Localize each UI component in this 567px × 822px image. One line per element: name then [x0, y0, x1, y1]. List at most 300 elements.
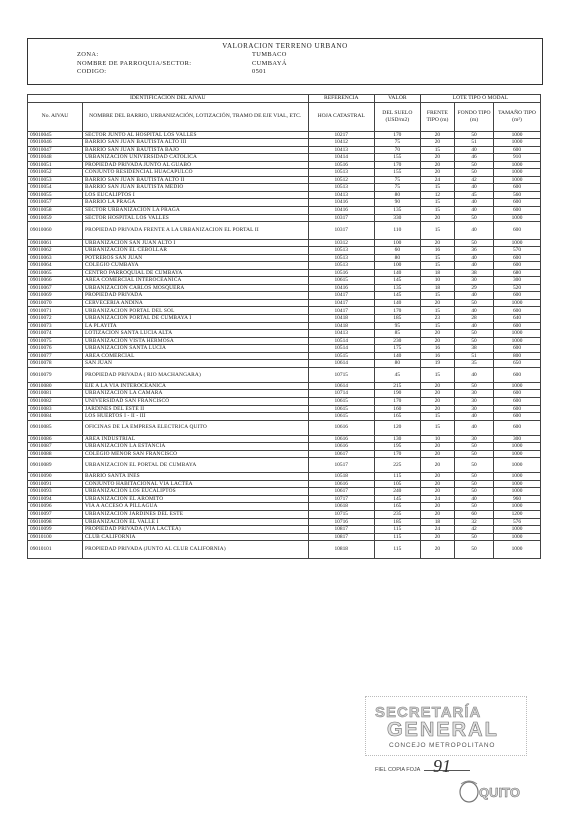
cell-tamano: 1000: [494, 330, 541, 338]
cell-no: 09010081: [28, 390, 83, 398]
cell-valor: 155: [374, 154, 420, 162]
cell-fondo: 50: [455, 239, 494, 247]
cell-tamano: 650: [494, 360, 541, 368]
parroquia-line: [77, 60, 287, 67]
cell-hoja: 10514: [308, 345, 374, 353]
cell-fondo: 30: [455, 397, 494, 405]
cell-no: 09010048: [28, 154, 83, 162]
cell-frente: 20: [420, 541, 454, 559]
cell-valor: 165: [374, 503, 420, 511]
table-row: [28, 161, 541, 169]
codigo-label: CODIGO:: [77, 68, 107, 75]
cell-name: URBANIZACION SANTA LUCIA: [82, 345, 308, 353]
cell-hoja: 10417: [308, 299, 374, 307]
cell-frente: 15: [420, 292, 454, 300]
cell-no: 09010076: [28, 345, 83, 353]
cell-name: URBANIZACION EL CEBOLLAR: [82, 247, 308, 255]
cell-no: 09010066: [28, 277, 83, 285]
cell-tamano: 1000: [494, 214, 541, 222]
cell-name: PROPIEDAD PRIVADA JUNTO AL GUABO: [82, 161, 308, 169]
cell-frente: 15: [420, 420, 454, 435]
cell-frente: 20: [420, 330, 454, 338]
cell-tamano: 1000: [494, 533, 541, 541]
cell-fondo: 40: [455, 307, 494, 315]
cell-tamano: 520: [494, 284, 541, 292]
cell-frente: 15: [420, 307, 454, 315]
cell-valor: 175: [374, 345, 420, 353]
cell-hoja: 10618: [308, 503, 374, 511]
cell-valor: 115: [374, 533, 420, 541]
cell-hoja: 10413: [308, 330, 374, 338]
table-row: [28, 473, 541, 481]
cell-name: URBANIZACION LOS EUCALIPTOS: [82, 488, 308, 496]
header-box: [27, 38, 543, 85]
header-group-row: [28, 95, 541, 103]
cell-frente: 20: [420, 405, 454, 413]
cell-hoja: 10818: [308, 541, 374, 559]
cell-fondo: 38: [455, 345, 494, 353]
cell-name: URBANIZACION UNIVERSIDAD CATOLICA: [82, 154, 308, 162]
cell-tamano: 600: [494, 345, 541, 353]
cell-fondo: 30: [455, 405, 494, 413]
cell-frente: 20: [420, 337, 454, 345]
fiel-copia-label: FIEL COPIA FOJA: [375, 767, 421, 773]
cell-no: 09010054: [28, 184, 83, 192]
table-row: [28, 254, 541, 262]
cell-fondo: 50: [455, 337, 494, 345]
table-row: [28, 146, 541, 154]
cell-name: URBANIZACION LA CAMARA: [82, 390, 308, 398]
cell-frente: 20: [420, 450, 454, 458]
table-body: [28, 131, 541, 558]
cell-hoja: 10512: [308, 176, 374, 184]
cell-name: BARRIO SAN JUAN BAUTISTA BAJO: [82, 146, 308, 154]
table-row: [28, 367, 541, 382]
cell-fondo: 38: [455, 269, 494, 277]
cell-name: URBANIZACION JARDINES DEL ESTE: [82, 510, 308, 518]
table-row: [28, 239, 541, 247]
cell-tamano: 1000: [494, 131, 541, 139]
cell-fondo: 50: [455, 131, 494, 139]
cell-valor: 215: [374, 382, 420, 390]
cell-hoja: 10412: [308, 139, 374, 147]
cell-no: 09010085: [28, 420, 83, 435]
cell-valor: 100: [374, 239, 420, 247]
cell-valor: 160: [374, 405, 420, 413]
cell-fondo: 51: [455, 352, 494, 360]
cell-name: AREA INDUSTRIAL: [82, 435, 308, 443]
cell-frente: 24: [420, 495, 454, 503]
cell-fondo: 30: [455, 435, 494, 443]
cell-no: 09010071: [28, 307, 83, 315]
cell-no: 09010063: [28, 254, 83, 262]
cell-name: BARRIO SANTA INES: [82, 473, 308, 481]
stamp-fiel-copia: [375, 767, 470, 773]
cell-hoja: 10617: [308, 488, 374, 496]
cell-tamano: 1000: [494, 458, 541, 473]
stamp-general: GENERAL: [387, 719, 499, 741]
table-row: [28, 247, 541, 255]
table-row: [28, 495, 541, 503]
cell-hoja: 10616: [308, 480, 374, 488]
cell-valor: 140: [374, 299, 420, 307]
cell-fondo: 50: [455, 541, 494, 559]
cell-hoja: 10714: [308, 390, 374, 398]
cell-fondo: 45: [455, 191, 494, 199]
cell-no: 09010070: [28, 299, 83, 307]
stamp-secretaria: SECRETARÍA: [375, 704, 482, 721]
valuation-table: [27, 94, 541, 559]
cell-frente: 16: [420, 352, 454, 360]
cell-valor: 140: [374, 352, 420, 360]
cell-valor: 330: [374, 214, 420, 222]
group-referencia: REFERENCIA: [308, 95, 374, 103]
cell-fondo: 42: [455, 176, 494, 184]
cell-valor: 235: [374, 510, 420, 518]
cell-tamano: 600: [494, 146, 541, 154]
col-tamano: TAMAÑO TIPO (m²): [494, 102, 541, 131]
table-row: [28, 345, 541, 353]
cell-hoja: 10515: [308, 352, 374, 360]
cell-fondo: 40: [455, 413, 494, 421]
table-row: [28, 292, 541, 300]
cell-frente: 20: [420, 131, 454, 139]
cell-fondo: 50: [455, 450, 494, 458]
cell-name: CONJUNTO RESIDENCIAL HUACAPULCO: [82, 169, 308, 177]
cell-name: JARDINES DEL ESTE II: [82, 405, 308, 413]
cell-hoja: 10615: [308, 277, 374, 285]
cell-valor: 195: [374, 443, 420, 451]
cell-name: LOS HUERTOS I - II - III: [82, 413, 308, 421]
col-hoja: HOJA CATASTRAL: [308, 102, 374, 131]
table-row: [28, 518, 541, 526]
cell-valor: 165: [374, 413, 420, 421]
cell-no: 09010078: [28, 360, 83, 368]
col-frente: FRENTE TIPO (m): [420, 102, 454, 131]
cell-valor: 75: [374, 184, 420, 192]
cell-fondo: 40: [455, 199, 494, 207]
cell-fondo: 40: [455, 322, 494, 330]
cell-valor: 170: [374, 161, 420, 169]
cell-tamano: 1000: [494, 176, 541, 184]
table-row: [28, 360, 541, 368]
cell-frente: 20: [420, 510, 454, 518]
cell-hoja: 10614: [308, 382, 374, 390]
cell-fondo: 51: [455, 139, 494, 147]
cell-no: 09010047: [28, 146, 83, 154]
table-row: [28, 199, 541, 207]
cell-name: PROPIEDAD PRIVADA ( RIO MACHANGARA): [82, 367, 308, 382]
cell-tamano: 1000: [494, 299, 541, 307]
cell-tamano: 1000: [494, 541, 541, 559]
cell-frente: 10: [420, 435, 454, 443]
cell-no: 09010072: [28, 315, 83, 323]
cell-fondo: 50: [455, 169, 494, 177]
cell-no: 09010062: [28, 247, 83, 255]
cell-tamano: 570: [494, 247, 541, 255]
cell-hoja: 10413: [308, 146, 374, 154]
table-row: [28, 169, 541, 177]
cell-fondo: 28: [455, 315, 494, 323]
cell-tamano: 1000: [494, 443, 541, 451]
cell-no: 09010084: [28, 413, 83, 421]
cell-tamano: 560: [494, 191, 541, 199]
cell-name: BARRIO SAN JUAN BAUTISTA ALTO III: [82, 139, 308, 147]
cell-frente: 20: [420, 397, 454, 405]
cell-valor: 185: [374, 315, 420, 323]
cell-no: 09010075: [28, 337, 83, 345]
cell-valor: 120: [374, 420, 420, 435]
cell-tamano: 1000: [494, 382, 541, 390]
table-row: [28, 413, 541, 421]
cell-tamano: 600: [494, 367, 541, 382]
cell-name: LOTIZACION SANTA LUCIA ALTA: [82, 330, 308, 338]
cell-hoja: 10312: [308, 239, 374, 247]
cell-frente: 20: [420, 382, 454, 390]
cell-valor: 130: [374, 435, 420, 443]
cell-fondo: 50: [455, 480, 494, 488]
cell-valor: 155: [374, 169, 420, 177]
cell-fondo: 40: [455, 262, 494, 270]
cell-valor: 85: [374, 330, 420, 338]
cell-frente: 20: [420, 169, 454, 177]
cell-tamano: 910: [494, 154, 541, 162]
cell-name: URBANIZACION EL AROMITO: [82, 495, 308, 503]
cell-fondo: 50: [455, 503, 494, 511]
cell-no: 09010055: [28, 191, 83, 199]
cell-valor: 110: [374, 222, 420, 240]
cell-frente: 18: [420, 269, 454, 277]
cell-valor: 240: [374, 488, 420, 496]
cell-valor: 95: [374, 322, 420, 330]
cell-hoja: 10516: [308, 269, 374, 277]
cell-hoja: 10715: [308, 510, 374, 518]
col-valor: DEL SUELO (USD/m2): [374, 102, 420, 131]
cell-no: 09010051: [28, 161, 83, 169]
cell-frente: 18: [420, 518, 454, 526]
cell-frente: 20: [420, 533, 454, 541]
cell-tamano: 1000: [494, 337, 541, 345]
cell-no: 09010059: [28, 214, 83, 222]
cell-fondo: 40: [455, 254, 494, 262]
cell-hoja: 10513: [308, 247, 374, 255]
cell-name: PROPIEDAD PRIVADA: [82, 292, 308, 300]
stamp-concejo: CONCEJO METROPOLITANO: [389, 742, 496, 749]
cell-name: URBANIZACION EL PORTAL DE CUMBAYA: [82, 458, 308, 473]
cell-no: 09010046: [28, 139, 83, 147]
cell-hoja: 10317: [308, 222, 374, 240]
table-row: [28, 503, 541, 511]
cell-no: 09010090: [28, 473, 83, 481]
cell-name: PROPIEDAD PRIVADA FRENTE A LA URBANIZACION EL PORTAL II: [82, 222, 308, 240]
cell-tamano: 600: [494, 199, 541, 207]
cell-tamano: 1000: [494, 239, 541, 247]
cell-fondo: 50: [455, 473, 494, 481]
cell-frente: 16: [420, 247, 454, 255]
cell-name: CLUB CALIFORNIA: [82, 533, 308, 541]
cell-tamano: 600: [494, 206, 541, 214]
cell-name: SAN JUAN: [82, 360, 308, 368]
cell-fondo: 50: [455, 214, 494, 222]
cell-frente: 10: [420, 277, 454, 285]
cell-name: URBANIZACION VISTA HERMOSA: [82, 337, 308, 345]
cell-no: 09010057: [28, 199, 83, 207]
group-identificacion: IDENTIFICACION DEL AIVAU: [28, 95, 309, 103]
cell-no: 09010099: [28, 526, 83, 534]
table-row: [28, 315, 541, 323]
table-row: [28, 206, 541, 214]
cell-tamano: 1000: [494, 161, 541, 169]
cell-name: SECTOR HOSPITAL LOS VALLES: [82, 214, 308, 222]
cell-name: SECTOR URBANIZACION LA PRAGA: [82, 206, 308, 214]
cell-tamano: 800: [494, 352, 541, 360]
cell-valor: 135: [374, 206, 420, 214]
cell-frente: 15: [420, 367, 454, 382]
cell-name: PROPIEDAD PRIVADA (VIA LACTEA): [82, 526, 308, 534]
cell-frente: 15: [420, 222, 454, 240]
table-row: [28, 222, 541, 240]
cell-fondo: 50: [455, 330, 494, 338]
cell-no: 09010098: [28, 518, 83, 526]
group-lote: LOTE TIPO O MODAL: [420, 95, 540, 103]
table-row: [28, 322, 541, 330]
cell-hoja: 10416: [308, 206, 374, 214]
cell-frente: 20: [420, 443, 454, 451]
table-row: [28, 307, 541, 315]
cell-frente: 20: [420, 214, 454, 222]
cell-tamano: 600: [494, 405, 541, 413]
cell-no: 09010087: [28, 443, 83, 451]
cell-tamano: 600: [494, 307, 541, 315]
table-row: [28, 488, 541, 496]
cell-hoja: 10518: [308, 473, 374, 481]
cell-name: URBANIZACION PORTAL DE CUMBAYA I: [82, 315, 308, 323]
table-row: [28, 284, 541, 292]
cell-name: COLEGIO MENOR SAN FRANCISCO: [82, 450, 308, 458]
cell-frente: 16: [420, 345, 454, 353]
cell-frente: 15: [420, 413, 454, 421]
cell-fondo: 32: [455, 518, 494, 526]
cell-fondo: 40: [455, 367, 494, 382]
cell-fondo: 40: [455, 146, 494, 154]
cell-tamano: 1000: [494, 503, 541, 511]
cell-fondo: 50: [455, 488, 494, 496]
cell-no: 09010083: [28, 405, 83, 413]
cell-valor: 145: [374, 495, 420, 503]
table-row: [28, 352, 541, 360]
cell-name: LOS EUCALIPTOS I: [82, 191, 308, 199]
table-row: [28, 277, 541, 285]
cell-hoja: 10616: [308, 435, 374, 443]
cell-hoja: 10414: [308, 154, 374, 162]
cell-fondo: 60: [455, 510, 494, 518]
cell-no: 09010097: [28, 510, 83, 518]
cell-name: COLEGIO CUMBAYA: [82, 262, 308, 270]
cell-valor: 140: [374, 269, 420, 277]
cell-fondo: 36: [455, 247, 494, 255]
cell-frente: 20: [420, 503, 454, 511]
cell-tamano: 1200: [494, 510, 541, 518]
cell-tamano: 576: [494, 518, 541, 526]
table-row: [28, 214, 541, 222]
cell-frente: 15: [420, 184, 454, 192]
cell-fondo: 50: [455, 161, 494, 169]
cell-frente: 20: [420, 480, 454, 488]
cell-hoja: 10418: [308, 315, 374, 323]
table-row: [28, 269, 541, 277]
cell-hoja: 10614: [308, 360, 374, 368]
cell-frente: 20: [420, 458, 454, 473]
document-title: VALORACION TERRENO URBANO: [222, 42, 348, 50]
cell-tamano: 1000: [494, 526, 541, 534]
cell-name: BARRIO SAN JUAN BAUTISTA MEDIO: [82, 184, 308, 192]
cell-frente: 23: [420, 315, 454, 323]
quito-logo-icon: [457, 778, 527, 806]
cell-no: 09010080: [28, 382, 83, 390]
cell-hoja: 10417: [308, 292, 374, 300]
cell-no: 09010052: [28, 169, 83, 177]
cell-valor: 115: [374, 473, 420, 481]
cell-tamano: 1000: [494, 139, 541, 147]
table-row: [28, 184, 541, 192]
cell-hoja: 10715: [308, 367, 374, 382]
cell-fondo: 35: [455, 360, 494, 368]
cell-frente: 20: [420, 239, 454, 247]
cell-name: URBANIZACION LA ESTANCIA: [82, 443, 308, 451]
cell-no: 09010074: [28, 330, 83, 338]
cell-name: CENTRO PARROQUIAL DE CUMBAYA: [82, 269, 308, 277]
cell-tamano: 600: [494, 322, 541, 330]
cell-name: AREA COMERCIAL INTEROCEANICA: [82, 277, 308, 285]
cell-frente: 12: [420, 191, 454, 199]
cell-frente: 20: [420, 154, 454, 162]
header-column-row: [28, 102, 541, 131]
cell-hoja: 10513: [308, 169, 374, 177]
table-row: [28, 533, 541, 541]
table-row: [28, 405, 541, 413]
cell-no: 09010053: [28, 176, 83, 184]
cell-valor: 170: [374, 450, 420, 458]
cell-fondo: 40: [455, 495, 494, 503]
cell-no: 09010069: [28, 292, 83, 300]
cell-valor: 170: [374, 131, 420, 139]
cell-name: UNIVERSIDAD SAN FRANCISCO: [82, 397, 308, 405]
cell-name: CONJUNTO HABITACIONAL VIA LACTEA: [82, 480, 308, 488]
cell-no: 09010088: [28, 450, 83, 458]
cell-fondo: 50: [455, 382, 494, 390]
cell-hoja: 10516: [308, 161, 374, 169]
cell-fondo: 50: [455, 299, 494, 307]
cell-no: 09010093: [28, 488, 83, 496]
cell-hoja: 10616: [308, 420, 374, 435]
cell-valor: 105: [374, 480, 420, 488]
cell-fondo: 29: [455, 284, 494, 292]
cell-name: OFICINAS DE LA EMPRESA ELECTRICA QUITO: [82, 420, 308, 435]
cell-hoja: 10416: [308, 199, 374, 207]
cell-tamano: 1000: [494, 473, 541, 481]
cell-tamano: 300: [494, 435, 541, 443]
cell-valor: 170: [374, 397, 420, 405]
cell-hoja: 10717: [308, 495, 374, 503]
cell-hoja: 10616: [308, 443, 374, 451]
codigo-value: 0501: [252, 68, 267, 75]
cell-frente: 20: [420, 390, 454, 398]
cell-frente: 20: [420, 299, 454, 307]
cell-hoja: 10615: [308, 397, 374, 405]
cell-no: 09010089: [28, 458, 83, 473]
table-row: [28, 510, 541, 518]
cell-no: 09010073: [28, 322, 83, 330]
